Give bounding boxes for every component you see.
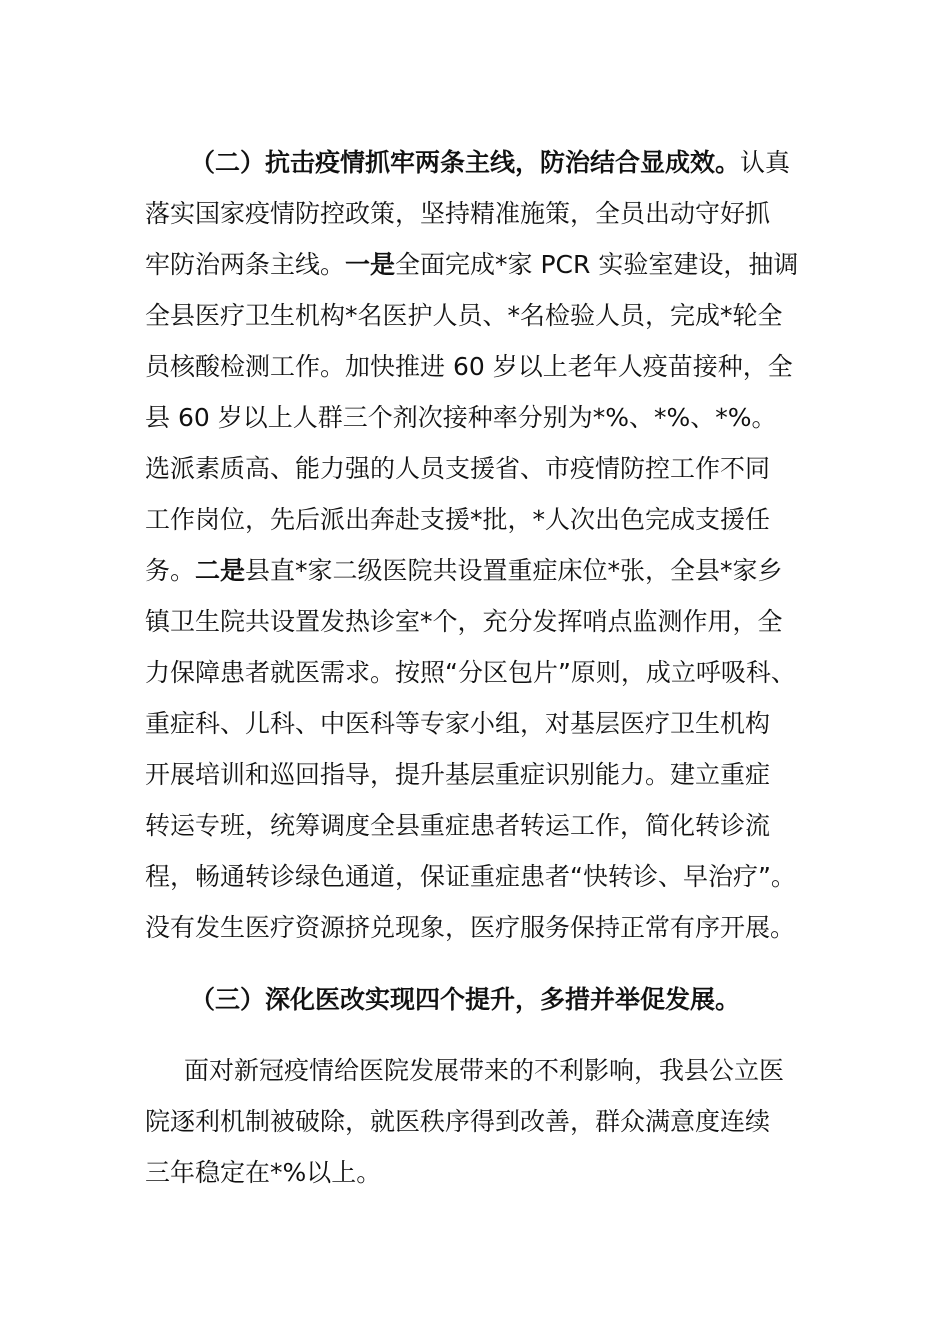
paragraph-line: 没有发生医疗资源挤兑现象，医疗服务保持正常有序开展。	[145, 913, 796, 942]
text-run: 务。	[145, 556, 196, 585]
text-run: 认真	[740, 148, 791, 177]
paragraph-line: 面对新冠疫情给医院发展带来的不利影响，我县公立医	[184, 1056, 785, 1085]
paragraph-line: 工作岗位，先后派出奔赴支援*批，*人次出色完成支援任	[145, 505, 771, 534]
paragraph-line: 镇卫生院共设置发热诊室*个，充分发挥哨点监测作用，全	[145, 607, 783, 636]
paragraph-line: 落实国家疫情防控政策，坚持精准施策，全员出动守好抓	[145, 199, 771, 228]
paragraph-line	[190, 145, 790, 181]
section-heading: （三）深化医改实现四个提升，多措并举促发展。	[190, 985, 741, 1014]
paragraph-line: 开展培训和巡回指导，提升基层重症识别能力。建立重症	[145, 760, 771, 789]
paragraph-line: 三年稳定在*%以上。	[145, 1158, 382, 1187]
paragraph-line: 重症科、儿科、中医科等专家小组，对基层医疗卫生机构	[145, 709, 771, 738]
text-run: 牢防治两条主线。	[145, 250, 346, 279]
paragraph-line: 县 60 岁以上人群三个剂次接种率分别为*%、*%、*%。	[145, 403, 777, 432]
paragraph-line	[145, 247, 798, 283]
paragraph-line: 院逐利机制被破除，就医秩序得到改善，群众满意度连续	[145, 1107, 771, 1136]
paragraph-line: 选派素质高、能力强的人员支援省、市疫情防控工作不同	[145, 454, 771, 483]
bold-marker: 二是	[195, 556, 246, 585]
text-run: 县直*家二级医院共设置重症床位*张，全县*家乡	[245, 556, 783, 585]
paragraph-line: 转运专班，统筹调度全县重症患者转运工作，简化转诊流	[145, 811, 771, 840]
paragraph-line: 力保障患者就医需求。按照“分区包片”原则，成立呼吸科、	[145, 658, 796, 687]
text-run: 全面完成*家 PCR 实验室建设，抽调	[395, 250, 799, 279]
paragraph-line: 员核酸检测工作。加快推进 60 岁以上老年人疫苗接种，全	[145, 352, 793, 381]
paragraph-line: 全县医疗卫生机构*名医护人员、*名检验人员，完成*轮全	[145, 301, 783, 330]
paragraph-line	[145, 553, 783, 589]
section-heading: （二）抗击疫情抓牢两条主线，防治结合显成效。	[190, 148, 741, 177]
bold-marker: 一是	[345, 250, 396, 279]
paragraph-line: 程，畅通转诊绿色通道，保证重症患者“快转诊、早治疗”。	[145, 862, 796, 891]
